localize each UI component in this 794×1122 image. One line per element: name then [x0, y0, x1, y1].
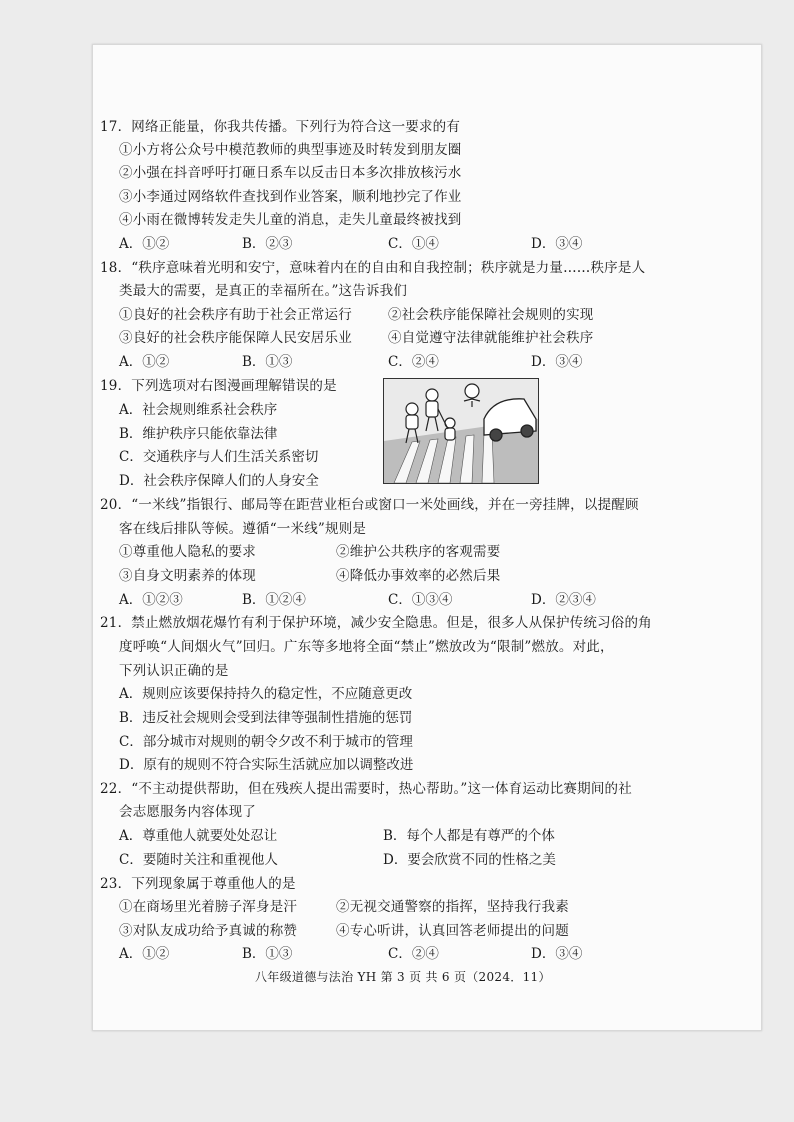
q23-option-b[interactable]: B．①③ [242, 946, 293, 962]
q23-item-2: ②无视交通警察的指挥，坚持我行我素 [336, 899, 569, 915]
q17-option-b[interactable]: B．②③ [242, 236, 293, 252]
q20-option-b[interactable]: B．①②④ [242, 592, 306, 608]
question-21-stem-line2: 度呼唤“人间烟火气”回归。广东等多地将全面“禁止”燃放改为“限制”燃放。对此， [119, 639, 614, 655]
q22-option-b[interactable]: B．每个人都是有尊严的个体 [383, 828, 555, 844]
q21-option-a[interactable]: A．规则应该要保持持久的稳定性，不应随意更改 [119, 686, 413, 702]
q20-option-a[interactable]: A．①②③ [119, 592, 183, 608]
q23-item-4: ④专心听讲，认真回答老师提出的问题 [336, 923, 569, 939]
question-18-stem-line1: 18．“秩序意味着光明和安宁，意味着内在的自由和自我控制；秩序就是力量……秩序是人 [100, 260, 646, 276]
q20-option-c[interactable]: C．①③④ [388, 592, 453, 608]
question-20-stem-line1: 20．“一米线”指银行、邮局等在距营业柜台或窗口一米处画线，并在一旁挂牌，以提醒顾 [100, 497, 639, 513]
question-18-stem-line2: 类最大的需要，是真正的幸福所在。”这告诉我们 [119, 283, 408, 299]
q18-option-b[interactable]: B．①③ [242, 354, 293, 370]
q18-item-3: ③良好的社会秩序能保障人民安居乐业 [119, 330, 352, 346]
q20-item-2: ②维护公共秩序的客观需要 [336, 544, 501, 560]
q19-option-d[interactable]: D．社会秩序保障人们的人身安全 [119, 473, 319, 489]
q18-item-1: ①良好的社会秩序有助于社会正常运行 [119, 307, 352, 323]
q18-item-2: ②社会秩序能保障社会规则的实现 [388, 307, 594, 323]
q22-option-c[interactable]: C．要随时关注和重视他人 [119, 852, 278, 868]
question-23-stem: 23．下列现象属于尊重他人的是 [100, 876, 296, 892]
q18-option-a[interactable]: A．①② [119, 354, 170, 370]
question-19-stem: 19．下列选项对右图漫画理解错误的是 [100, 378, 337, 394]
q21-option-c[interactable]: C．部分城市对规则的朝令夕改不利于城市的管理 [119, 734, 413, 750]
q19-option-c[interactable]: C．交通秩序与人们生活关系密切 [119, 449, 319, 465]
q22-option-d[interactable]: D．要会欣赏不同的性格之美 [383, 852, 556, 868]
q19-option-a[interactable]: A．社会规则维系社会秩序 [119, 402, 278, 418]
q20-item-3: ③自身文明素养的体现 [119, 568, 256, 584]
page-footer: 八年级道德与法治 YH 第 3 页 共 6 页（2024．11） [255, 970, 551, 984]
q17-item-2: ②小强在抖音呼吁打砸日系车以反击日本多次排放核污水 [119, 165, 462, 181]
q17-option-a[interactable]: A．①② [119, 236, 170, 252]
q21-option-b[interactable]: B．违反社会规则会受到法律等强制性措施的惩罚 [119, 710, 413, 726]
q18-option-d[interactable]: D．③④ [531, 354, 583, 370]
q17-item-3: ③小李通过网络软件查找到作业答案，顺利地抄完了作业 [119, 189, 462, 205]
q23-option-d[interactable]: D．③④ [531, 946, 583, 962]
question-17-stem: 17．网络正能量，你我共传播。下列行为符合这一要求的有 [100, 119, 461, 135]
q17-option-c[interactable]: C．①④ [388, 236, 439, 252]
q20-option-d[interactable]: D．②③④ [531, 592, 596, 608]
question-21-stem-line1: 21．禁止燃放烟花爆竹有利于保护环境，减少安全隐患。但是，很多人从保护传统习俗的角 [100, 615, 652, 631]
question-22-stem-line2: 会志愿服务内容体现了 [119, 804, 256, 820]
q18-item-4: ④自觉遵守法律就能维护社会秩序 [388, 330, 594, 346]
q17-option-d[interactable]: D．③④ [531, 236, 583, 252]
question-20-stem-line2: 客在线后排队等候。遵循“一米线”规则是 [119, 521, 367, 537]
q23-option-c[interactable]: C．②④ [388, 946, 439, 962]
question-21-stem-line3: 下列认识正确的是 [119, 663, 229, 679]
q23-item-1: ①在商场里光着膀子浑身是汗 [119, 899, 298, 915]
q20-item-4: ④降低办事效率的必然后果 [336, 568, 501, 584]
q17-item-1: ①小方将公众号中模范教师的典型事迹及时转发到朋友圈 [119, 142, 462, 158]
crosswalk-cartoon-drawing [384, 379, 538, 483]
q23-option-a[interactable]: A．①② [119, 946, 170, 962]
q20-item-1: ①尊重他人隐私的要求 [119, 544, 256, 560]
question-22-stem-line1: 22．“不主动提供帮助，但在残疾人提出需要时，热心帮助。”这一体育运动比赛期间的社 [100, 781, 632, 797]
q17-item-4: ④小雨在微博转发走失儿童的消息，走失儿童最终被找到 [119, 212, 462, 228]
q22-option-a[interactable]: A．尊重他人就要处处忍让 [119, 828, 278, 844]
q23-item-3: ③对队友成功给予真诚的称赞 [119, 923, 298, 939]
q21-option-d[interactable]: D．原有的规则不符合实际生活就应加以调整改进 [119, 757, 414, 773]
q18-option-c[interactable]: C．②④ [388, 354, 439, 370]
crosswalk-cartoon [383, 378, 539, 484]
q19-option-b[interactable]: B．维护秩序只能依靠法律 [119, 426, 278, 442]
